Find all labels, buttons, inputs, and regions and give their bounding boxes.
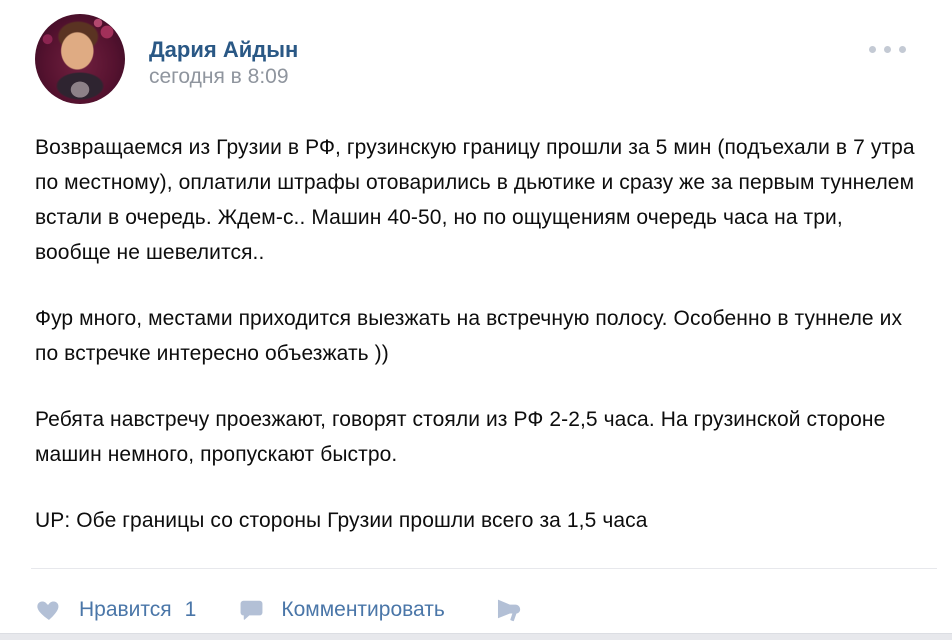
comment-button[interactable]	[238, 597, 444, 623]
page-background	[0, 633, 952, 640]
author-name-link[interactable]: Дария Айдын	[149, 37, 299, 62]
ellipsis-icon	[869, 46, 876, 53]
post-menu-button[interactable]	[863, 40, 912, 59]
post-paragraph: UP: Обе границы со стороны Грузии прошли всего за 1,5 часа	[35, 509, 648, 532]
comment-label: Комментировать	[281, 597, 445, 621]
share-button[interactable]	[494, 596, 524, 623]
divider	[31, 568, 937, 569]
post-paragraph: Возвращаемся из Грузии в РФ, грузинскую границу прошли за 5 мин (подъехали в 7 утра по местному), оплатили штрафы отоварились в дьютике и сразу же за первым туннелем встали в очередь. Ждем-с.. Машин 40-50, но по ощущениям очередь часа на три, вообще не шевелится..	[35, 136, 915, 264]
like-label: Нравится	[79, 597, 172, 621]
post-text	[35, 130, 923, 538]
megaphone-icon	[494, 596, 524, 623]
ellipsis-icon	[899, 46, 906, 53]
like-button[interactable]	[35, 597, 196, 623]
heart-icon	[35, 597, 63, 623]
post-actions-bar	[35, 596, 920, 623]
post-paragraph: Ребята навстречу проезжают, говорят стояли из РФ 2-2,5 часа. На грузинской стороне машин немного, пропускают быстро.	[35, 408, 886, 466]
post-timestamp-link[interactable]: сегодня в 8:09	[149, 65, 289, 88]
ellipsis-icon	[884, 46, 891, 53]
post-paragraph: Фур много, местами приходится выезжать на встречную полосу. Особенно в туннеле их по встречке интересно объезжать ))	[35, 307, 903, 365]
like-count: 1	[184, 597, 197, 621]
avatar[interactable]	[35, 14, 125, 104]
comment-bubble-icon	[238, 597, 265, 623]
post-header	[35, 14, 920, 104]
header-text	[149, 14, 298, 90]
